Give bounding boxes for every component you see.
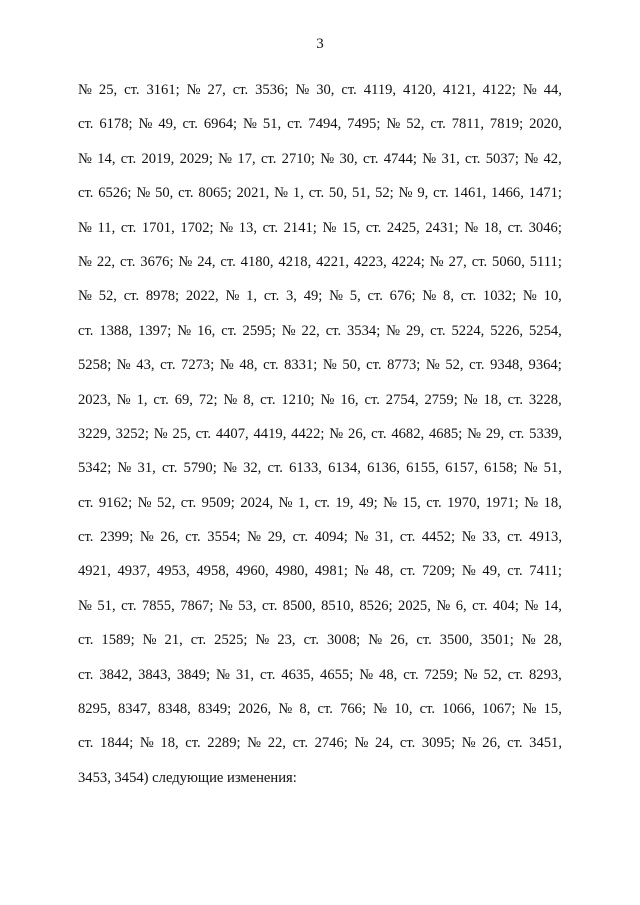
text-line: ст. 6526; № 50, ст. 8065; 2021, № 1, ст. 50, 51, 52; № 9, ст. 1461, 1466, 1471; xyxy=(78,185,562,202)
text-line: ст. 6178; № 49, ст. 6964; № 51, ст. 7494, 7495; № 52, ст. 7811, 7819; 2020, xyxy=(78,116,562,133)
text-line: 4921, 4937, 4953, 4958, 4960, 4980, 4981; № 48, ст. 7209; № 49, ст. 7411; xyxy=(78,563,562,580)
text-line: № 22, ст. 3676; № 24, ст. 4180, 4218, 4221, 4223, 4224; № 27, ст. 5060, 5111; xyxy=(78,253,562,270)
text-line: ст. 1844; № 18, ст. 2289; № 22, ст. 2746; № 24, ст. 3095; № 26, ст. 3451, xyxy=(78,735,562,752)
text-line: № 52, ст. 8978; 2022, № 1, ст. 3, 49; № 5, ст. 676; № 8, ст. 1032; № 10, xyxy=(78,288,562,305)
text-line: ст. 1388, 1397; № 16, ст. 2595; № 22, ст. 3534; № 29, ст. 5224, 5226, 5254, xyxy=(78,322,562,339)
text-line: ст. 9162; № 52, ст. 9509; 2024, № 1, ст. 19, 49; № 15, ст. 1970, 1971; № 18, xyxy=(78,494,562,511)
text-line: 2023, № 1, ст. 69, 72; № 8, ст. 1210; № 16, ст. 2754, 2759; № 18, ст. 3228, xyxy=(78,391,562,408)
body-text xyxy=(78,80,562,802)
text-line: ст. 1589; № 21, ст. 2525; № 23, ст. 3008; № 26, ст. 3500, 3501; № 28, xyxy=(78,632,562,649)
text-line: 3229, 3252; № 25, ст. 4407, 4419, 4422; № 26, ст. 4682, 4685; № 29, ст. 5339, xyxy=(78,425,562,442)
text-line: ст. 2399; № 26, ст. 3554; № 29, ст. 4094; № 31, ст. 4452; № 33, ст. 4913, xyxy=(78,529,562,546)
text-line: № 11, ст. 1701, 1702; № 13, ст. 2141; № 15, ст. 2425, 2431; № 18, ст. 3046; xyxy=(78,219,562,236)
text-line: № 51, ст. 7855, 7867; № 53, ст. 8500, 8510, 8526; 2025, № 6, ст. 404; № 14, xyxy=(78,597,562,614)
text-line: № 25, ст. 3161; № 27, ст. 3536; № 30, ст. 4119, 4120, 4121, 4122; № 44, xyxy=(78,82,562,98)
text-line: 5342; № 31, ст. 5790; № 32, ст. 6133, 6134, 6136, 6155, 6157, 6158; № 51, xyxy=(78,460,562,477)
text-line: ст. 3842, 3843, 3849; № 31, ст. 4635, 4655; № 48, ст. 7259; № 52, ст. 8293, xyxy=(78,666,562,683)
page-number: 3 xyxy=(316,36,324,52)
text-line: 5258; № 43, ст. 7273; № 48, ст. 8331; № 50, ст. 8773; № 52, ст. 9348, 9364; xyxy=(78,357,562,374)
text-line: 8295, 8347, 8348, 8349; 2026, № 8, ст. 766; № 10, ст. 1066, 1067; № 15, xyxy=(78,701,562,718)
text-line: № 14, ст. 2019, 2029; № 17, ст. 2710; № 30, ст. 4744; № 31, ст. 5037; № 42, xyxy=(78,150,562,167)
text-line: 3453, 3454) следующие изменения: xyxy=(78,769,297,786)
